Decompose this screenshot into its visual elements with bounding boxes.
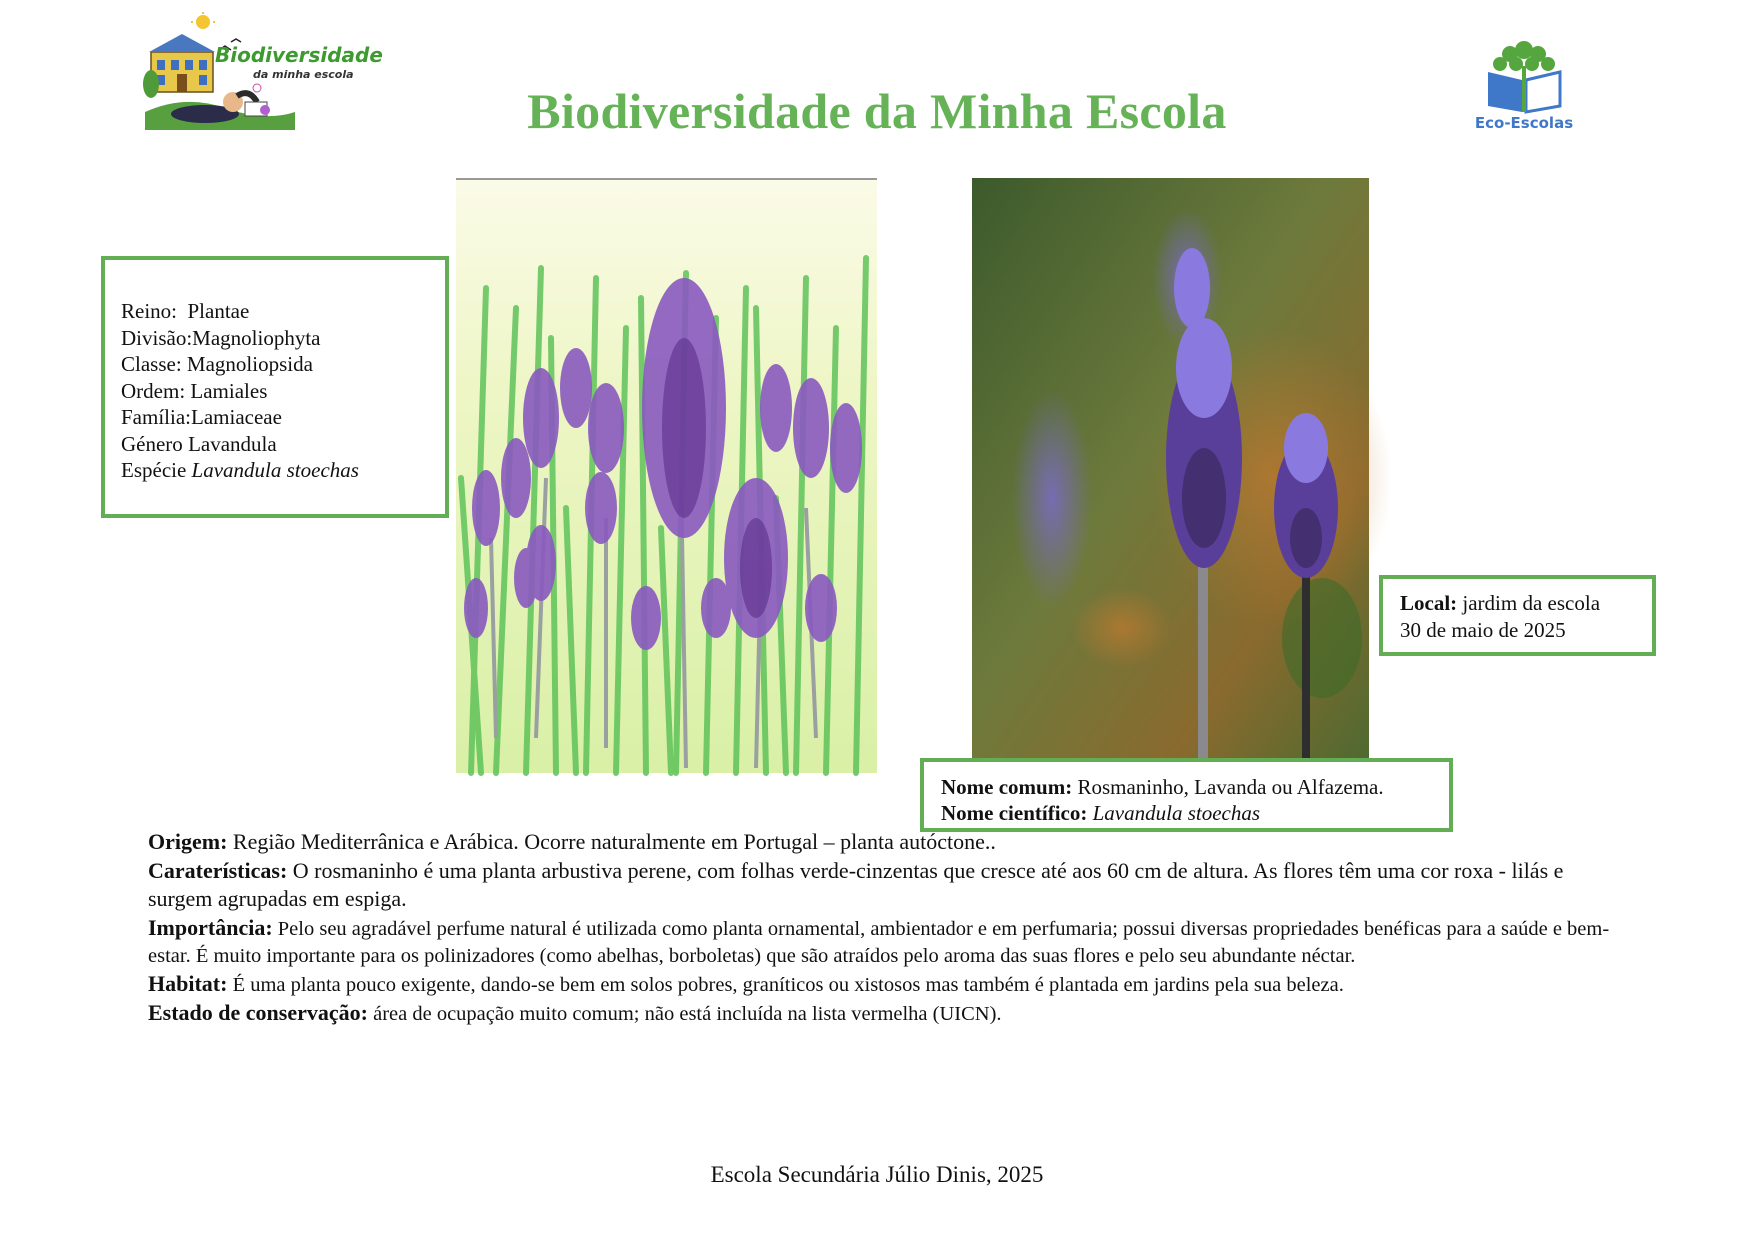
origem-paragraph: Origem: Região Mediterrânica e Arábica. Ocorre naturalmente em Portugal – planta autóctone.. [148,829,996,854]
location-line: Local: jardim da escola [1400,591,1601,615]
taxonomy-row-ordem: Ordem: Lamiales [121,378,268,403]
common-name-line: Nome comum: Rosmaninho, Lavanda ou Alfazema. [941,775,1384,799]
scientific-name-line: Nome científico: Lavandula stoechas [941,801,1261,825]
logo-subtitle-text: da minha escola [253,68,354,81]
conservacao-paragraph: Estado de conservação: área de ocupação muito comum; não está incluída na lista vermelha (UICN). [148,999,1002,1025]
taxonomy-row-especie: Espécie Lavandula stoechas [121,458,359,482]
importancia-paragraph: Importância: Pelo seu agradável perfume natural é utilizada como planta ornamental, ambientador e em perfumaria; possui diversas propriedades benéficas para a saúde e bem-estar. É muito importante para os polinizadores (como abelhas, borboletas) que são atraídos pelo aroma das suas flores e pelo seu abundante néctar. [148,914,1610,967]
logo-title-text: Biodiversidade [215,43,383,67]
names-box [920,758,1453,832]
eco-escolas-text: Eco-Escolas [1474,114,1574,132]
taxonomy-row-reino: Reino: Plantae [121,299,250,323]
date-line: 30 de maio de 2025 [1400,618,1566,642]
footer-text: Escola Secundária Júlio Dinis, 2025 [710,1162,1044,1187]
description-section [148,828,1628,1028]
location-box [1379,575,1656,656]
taxonomy-row-familia: Família:Lamiaceae [121,405,282,429]
taxonomy-row-divisao: Divisão:Magnoliophyta [121,325,321,350]
page-title: Biodiversidade da Minha Escola [527,83,1227,139]
lavender-photo-image [972,178,1369,760]
lavender-drawing-image [456,178,877,773]
taxonomy-row-classe: Classe: Magnoliopsida [121,352,313,376]
taxonomy-box [101,256,449,518]
caracteristicas-paragraph: Caraterísticas: O rosmaninho é uma planta arbustiva perene, com folhas verde-cinzentas que cresce até aos 60 cm de altura. As flores têm uma cor roxa - lilás e surgem agrupadas em espiga. [148,857,1564,911]
taxonomy-row-genero: Género Lavandula [121,431,277,456]
habitat-paragraph: Habitat: É uma planta pouco exigente, dando-se bem em solos pobres, graníticos ou xistosos mas também é plantada em jardins pela sua beleza. [148,970,1344,996]
